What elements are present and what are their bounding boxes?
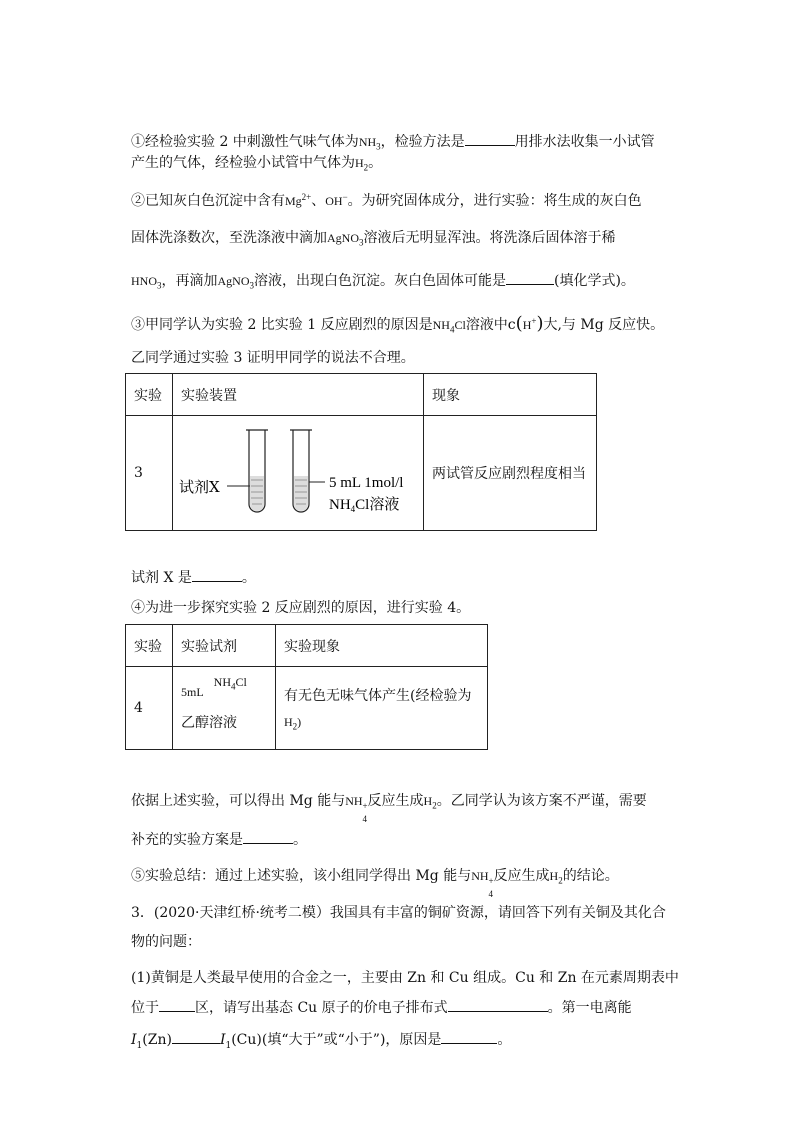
text: 依据上述实验，可以得出 Mg 能与 xyxy=(131,793,346,809)
after-table1 xyxy=(131,567,256,588)
text: 。 xyxy=(497,1032,512,1048)
q2-line3 xyxy=(131,270,635,295)
text: ⑤实验总结：通过上述实验，该小组同学得出 Mg 能与 xyxy=(131,868,472,884)
problem3-line4 xyxy=(131,997,632,1018)
text: ，再滴加 xyxy=(161,273,218,289)
answer-blank[interactable] xyxy=(159,997,195,1012)
q2-line2 xyxy=(131,228,616,252)
table-header: 现象 xyxy=(424,374,597,416)
text: 。 xyxy=(293,832,307,848)
text: 溶液后无明显浑浊。将洗涤后固体溶于稀 xyxy=(363,230,616,246)
table-cell-num: 3 xyxy=(126,416,173,531)
text: 的结论。 xyxy=(562,868,619,884)
formula-nh3: $NH_3$ xyxy=(358,135,381,152)
formula-hno3: $HNO_3$ xyxy=(131,274,162,291)
text: ①经检验实验 2 中刺激性气味气体为 xyxy=(131,134,359,150)
answer-blank[interactable] xyxy=(465,131,515,146)
text: 产生的气体，经检验小试管中气体为 xyxy=(131,155,355,171)
text: (填化学式)。 xyxy=(554,273,635,289)
formula-agno3: AgNO$_3$ xyxy=(327,231,364,248)
text: 反应生成 xyxy=(367,793,424,809)
text: 。 xyxy=(368,155,383,171)
text: 试剂 X 是 xyxy=(131,570,192,586)
text: ，检验方法是 xyxy=(380,134,465,150)
formula-nh4-plus: NH + 4 xyxy=(345,794,368,824)
q1-line2 xyxy=(131,153,382,177)
answer-blank[interactable] xyxy=(506,270,554,285)
table-cell-num: 4 xyxy=(126,667,173,750)
text: 大,与 Mg 反应快。 xyxy=(543,317,665,333)
problem3-line3: (1)黄铜是人类最早使用的合金之一，主要由 Zn 和 Cu 组成。Cu 和 Zn 在元素周期表中 xyxy=(131,970,679,986)
problem3-line5: $I_1(Zn)$ $I_1(Cu)$(填“大于”或“小于”)，原因是 。 xyxy=(131,1029,511,1056)
table-header: 实验装置 xyxy=(173,374,424,416)
q2-line1 xyxy=(131,187,642,211)
table-header: 实验现象 xyxy=(276,625,488,667)
q5-line xyxy=(131,866,619,899)
table-header: 实验试剂 xyxy=(173,625,276,667)
formula-nh4-plus: NH + 4 xyxy=(471,869,494,899)
text: 反应生成 xyxy=(493,868,550,884)
text: 补充的实验方案是 xyxy=(131,832,243,848)
test-tube-right xyxy=(290,430,312,512)
table-cell-reagent: 5mLNH$_4$Cl 乙醇溶液 xyxy=(173,667,276,750)
solution-label-2: $NH_4Cl$溶液 xyxy=(329,497,400,514)
table-header: 实验 xyxy=(126,374,173,416)
formula-h2: $H_2$ xyxy=(549,869,563,886)
formula-nh4cl: $NH_4Cl$ xyxy=(432,318,466,335)
text: 溶液，出现白色沉淀。灰白色固体可能是 xyxy=(254,273,506,289)
experiment-4-table xyxy=(125,624,488,750)
apparatus-cell xyxy=(173,416,424,531)
answer-blank[interactable] xyxy=(441,1029,497,1044)
text: 。 xyxy=(241,570,256,586)
text: (Cu)(填“大于”或“小于”)，原因是 xyxy=(231,1032,442,1048)
conclusion-line2 xyxy=(131,829,307,850)
text: 区，请写出基态 Cu 原子的价电子排布式 xyxy=(195,1000,448,1016)
formula-h2: $H_2$ xyxy=(355,156,369,173)
table-cell-phenomenon: 有无色无味气体产生(经检验为 $H_2$) xyxy=(276,667,488,750)
q3-line2: 乙同学通过实验 3 证明甲同学的说法不合理。 xyxy=(131,350,415,366)
text: 。乙同学认为该方案不严谨，需要 xyxy=(436,793,647,809)
formula-oh: OH− xyxy=(325,192,348,208)
q4-line1: ④为进一步探究实验 2 反应剧烈的原因，进行实验 4。 xyxy=(131,600,471,616)
test-tubes-diagram xyxy=(173,416,423,530)
conclusion-line1 xyxy=(131,791,647,824)
answer-blank[interactable] xyxy=(448,997,548,1012)
answer-blank[interactable] xyxy=(172,1029,220,1044)
reagent-x-label: 试剂X xyxy=(179,478,220,496)
formula-h-plus: H+ xyxy=(522,316,537,332)
text: 。第一电离能 xyxy=(547,1000,632,1016)
text: 用排水法收集一小试管 xyxy=(514,134,655,150)
formula-h2: $H_2$ xyxy=(423,794,437,811)
text: 位于 xyxy=(131,1000,159,1016)
text: 固体洗涤数次，至洗涤液中滴加 xyxy=(131,230,327,246)
text: 、 xyxy=(311,193,326,209)
text: 。为研究固体成分，进行实验：将生成的灰白色 xyxy=(347,193,642,209)
text: ②已知灰白色沉淀中含有 xyxy=(131,193,285,209)
table-cell-phenomenon: 两试管反应剧烈程度相当 xyxy=(424,416,597,531)
table-header: 实验 xyxy=(126,625,173,667)
experiment-3-table xyxy=(125,373,597,531)
answer-blank[interactable] xyxy=(192,567,242,582)
formula-mg: $Mg^{2+}$ xyxy=(285,192,312,208)
test-tube-left xyxy=(246,430,268,512)
formula-agno3: AgNO$_3$ xyxy=(217,274,254,291)
text: ③甲同学认为实验 2 比实验 1 反应剧烈的原因是 xyxy=(131,317,433,333)
answer-blank[interactable] xyxy=(243,829,293,844)
text: 溶液中c xyxy=(465,317,516,333)
problem3-line1: 3．(2020·天津红桥·统考二模）我国具有丰富的铜矿资源，请回答下列有关铜及其化合 xyxy=(131,905,666,921)
solution-label-1: 5 mL 1mol/l xyxy=(329,475,404,491)
q3-line1: ③甲同学认为实验 2 比实验 1 反应剧烈的原因是$NH_4Cl$溶液中c(H+)大,与 Mg 反应快。 xyxy=(131,313,665,335)
problem3-line2: 物的问题： xyxy=(131,934,201,950)
